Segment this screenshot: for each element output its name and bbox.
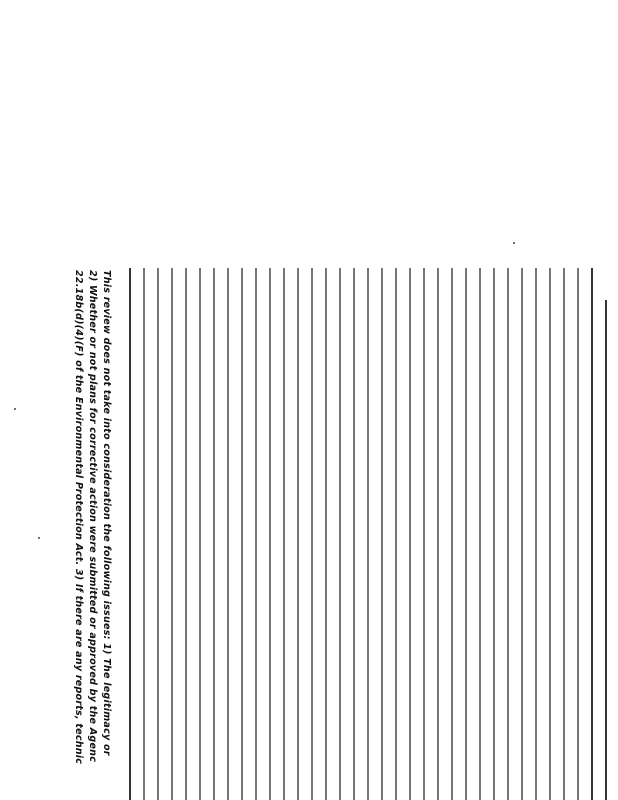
review-note-line-3: 22.18b(d)(4)(F) of the Environmental Protection Act. 3) If there are any reports, technic	[73, 270, 84, 765]
review-note-line-2: 2) Whether or not plans for corrective action were submitted or approved by the Agenc	[87, 270, 98, 763]
scan-speck	[14, 408, 16, 410]
review-note-line-1: This review does not take into consideration the following issues: 1) The legitimacy or	[101, 270, 112, 756]
scan-speck	[38, 537, 40, 539]
scan-speck	[513, 242, 515, 244]
